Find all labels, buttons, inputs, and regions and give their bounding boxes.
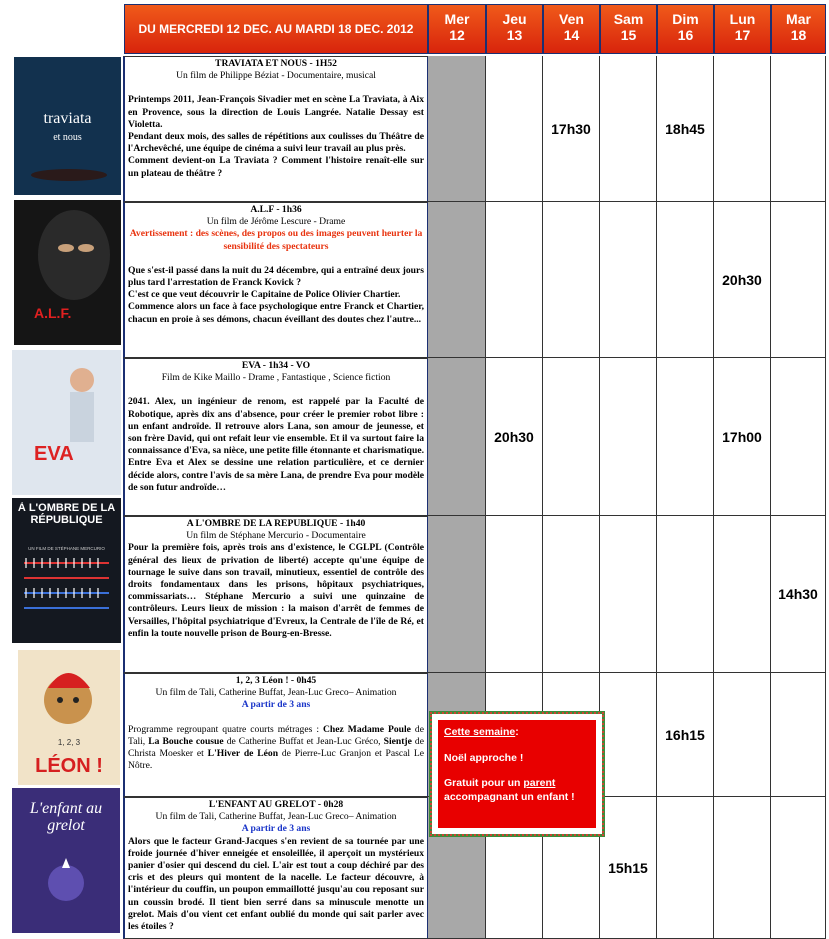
- day-number: 15: [620, 27, 637, 43]
- showtime-cell-dim: [657, 797, 714, 939]
- showtime-cell-dim: [657, 358, 714, 516]
- note-line2: [444, 777, 590, 804]
- showtime: 17h00: [722, 428, 762, 445]
- film-credit: Un film de Philippe Béziat - Documentaire, musical: [176, 70, 376, 82]
- showtime-cell-sam: [600, 202, 657, 358]
- film-description: [123, 673, 429, 797]
- showtime-cell-ven: [543, 202, 600, 358]
- film-age: A partir de 3 ans: [241, 699, 311, 711]
- synopsis-part: Sientje: [383, 735, 412, 747]
- film-poster: [18, 650, 120, 785]
- day-header-dim: [657, 4, 714, 54]
- day-header-ven: [543, 4, 600, 54]
- film-credit: Un film de Stéphane Mercurio - Documentaire: [186, 530, 366, 542]
- synopsis-part: de Tali,: [128, 723, 424, 747]
- synopsis-part: Programme regroupant quatre courts métrages :: [128, 723, 323, 735]
- day-number: 18: [790, 27, 807, 43]
- film-credit: Un film de Tali, Catherine Buffat, Jean-Luc Greco– Animation: [155, 811, 397, 823]
- day-header-mar: [771, 4, 826, 54]
- showtime-cell-mer: [428, 516, 486, 673]
- showtime-cell-dim: [657, 673, 714, 797]
- svg-text:EVA: EVA: [34, 443, 74, 465]
- showtime-cell-mar: [771, 673, 826, 797]
- showtime: 18h45: [665, 120, 705, 137]
- showtime: 17h30: [551, 120, 591, 137]
- showtime-cell-ven: [543, 516, 600, 673]
- film-title: EVA - 1h34 - VO: [241, 360, 311, 371]
- film-synopsis: 2041. Alex, un ingénieur de renom, est rappelé par la Faculté de Robotique, après dix ans d'absence, pour créer le premier robot libre : un enfant androïde. Il retrouve alors Lana, son amour de jeunesse, et son frère David, qui ont refait leur vie ensemble. Et il va surtout faire la connaissance d'Eva, sa nièce, une petite fille étonnante et charismatique. Entre Eva et Alex se dessine une relation particulière, et ce dernier décide alors, contre l'avis de sa mère Lana, de prendre Eva pour modèle de son futur androïde…: [128, 396, 424, 493]
- synopsis-part: de Catherine Buffat et Jean-Luc Gréco,: [223, 735, 384, 747]
- day-number: 13: [506, 27, 523, 43]
- svg-text:traviata: traviata: [43, 110, 92, 128]
- day-number: 12: [449, 27, 465, 43]
- showtime-cell-ven: [543, 56, 600, 202]
- note-heading: Cette semaine: [444, 726, 516, 738]
- showtime-cell-mar: [771, 797, 826, 939]
- film-description: [123, 56, 429, 202]
- film-title: 1, 2, 3 Léon ! - 0h45: [235, 675, 317, 686]
- showtime-cell-lun: [714, 673, 771, 797]
- note-line2-post: accompagnant un enfant !: [444, 790, 575, 803]
- showtime-cell-mer: [428, 202, 486, 358]
- film-poster: À L'OMBRE DE LA RÉPUBLIQUE UN FILM DE STÉPHANE MERCURIO: [12, 498, 121, 643]
- synopsis-part: de Pierre-Luc Granjon et Pascal Le Nôtre.: [128, 748, 425, 772]
- svg-text:UN FILM DE STÉPHANE MERCURIO: UN FILM DE STÉPHANE MERCURIO: [28, 546, 105, 551]
- showtime-cell-mar: [771, 358, 826, 516]
- showtime-cell-lun: [714, 516, 771, 673]
- film-description: [123, 202, 429, 358]
- showtime: 16h15: [665, 726, 705, 743]
- svg-text:A.L.F.: A.L.F.: [34, 305, 72, 321]
- showtime-cell-dim: [657, 56, 714, 202]
- day-header-jeu: [486, 4, 543, 54]
- showtime-cell-ven: [543, 358, 600, 516]
- film-poster: [12, 350, 121, 495]
- showtime: 20h30: [722, 271, 762, 288]
- day-name: Ven: [559, 11, 584, 27]
- synopsis-part: Chez Madame Poule: [323, 723, 411, 735]
- showtime-cell-sam: [600, 358, 657, 516]
- film-synopsis: [128, 724, 424, 773]
- showtime-cell-mar: [771, 56, 826, 202]
- film-warning: Avertissement : des scènes, des propos ou des images peuvent heurter la sensibilité des spectateurs: [129, 228, 423, 252]
- showtime-cell-lun: [714, 358, 771, 516]
- day-number: 16: [677, 27, 694, 43]
- day-name: Lun: [729, 11, 756, 27]
- showtime-cell-lun: [714, 202, 771, 358]
- note-line2-pre: Gratuit pour un: [444, 777, 524, 789]
- film-age: A partir de 3 ans: [241, 823, 311, 835]
- showtime-cell-dim: [657, 202, 714, 358]
- showtime-cell-mar: [771, 516, 826, 673]
- svg-text:1, 2, 3: 1, 2, 3: [57, 738, 81, 747]
- film-title: L'ENFANT AU GRELOT - 0h28: [208, 799, 344, 810]
- note-line2-link: parent: [523, 777, 556, 789]
- showtime-cell-mer: [428, 358, 486, 516]
- film-poster: [14, 57, 121, 195]
- film-description: [123, 516, 429, 673]
- day-number: 17: [734, 27, 751, 43]
- svg-text:LÉON !: LÉON !: [35, 755, 103, 777]
- film-poster: L'enfant au grelot: [12, 788, 120, 933]
- note-line1: Noël approche !: [444, 751, 524, 764]
- showtime-cell-jeu: [486, 516, 543, 673]
- showtime-cell-sam: [600, 673, 657, 797]
- showtime-cell-jeu: [486, 202, 543, 358]
- showtime-cell-jeu: [486, 358, 543, 516]
- note-colon: :: [515, 726, 519, 738]
- showtime: 14h30: [778, 586, 818, 602]
- film-title: A L'OMBRE DE LA REPUBLIQUE - 1h40: [186, 518, 366, 529]
- day-header-mer: [428, 4, 486, 54]
- film-credit: Un film de Jérôme Lescure - Drame: [206, 216, 346, 228]
- showtime-cell-sam: [600, 516, 657, 673]
- film-poster: [14, 200, 121, 345]
- film-description: [123, 797, 429, 939]
- showtime-cell-dim: [657, 516, 714, 673]
- synopsis-part: La Bouche cousue: [148, 735, 224, 747]
- day-name: Sam: [613, 11, 644, 27]
- schedule-header-title: [124, 4, 428, 54]
- synopsis-part: de Christa Moesker et: [128, 735, 424, 760]
- weekly-note-box: [432, 714, 602, 834]
- film-credit: Un film de Tali, Catherine Buffat, Jean-Luc Greco– Animation: [155, 687, 397, 699]
- showtime: 15h15: [608, 859, 648, 876]
- showtime: 20h30: [494, 428, 534, 445]
- film-title: TRAVIATA ET NOUS - 1H52: [215, 58, 337, 69]
- showtime-cell-sam: [600, 56, 657, 202]
- day-name: Mer: [444, 11, 470, 27]
- showtime-cell-jeu: [486, 56, 543, 202]
- film-synopsis: Pour la première fois, après trois ans d'existence, le CGLPL (Contrôle général des lieux de privation de liberté) accepte qu'une équipe de tournage le suive dans son travail, minutieux, essentiel de contrôle des droits fondamentaux dans les prisons, hôpitaux psychiatriques, commissariats… Stéphane Mercurio a suivi une quinzaine de contrôleurs. Leurs lieux de mission : la maison d'arrêt de femmes de Versailles, l'hôpital psychiatrique d'Evreux, la Centrale de l'île de Ré, et enfin la toute nouvelle prison de Bourg-en-Bresse.: [128, 542, 424, 639]
- day-name: Mar: [786, 11, 811, 27]
- showtime-cell-mer: [428, 56, 486, 202]
- film-credit: Film de Kike Maillo - Drame , Fantastique , Science fiction: [161, 372, 391, 384]
- day-number: 14: [563, 27, 580, 43]
- showtime-cell-mar: [771, 202, 826, 358]
- showtime-cell-lun: [714, 797, 771, 939]
- svg-text:et nous: et nous: [53, 131, 82, 143]
- film-title: A.L.F - 1h36: [250, 204, 302, 215]
- header-title-text: DU MERCREDI 12 DEC. AU MARDI 18 DEC. 2012: [138, 22, 414, 36]
- synopsis-part: L'Hiver de Léon: [207, 748, 279, 760]
- film-description: [123, 358, 429, 516]
- day-header-sam: [600, 4, 657, 54]
- day-header-lun: [714, 4, 771, 54]
- day-name: Dim: [672, 11, 699, 27]
- showtime-cell-lun: [714, 56, 771, 202]
- film-synopsis: Que s'est-il passé dans la nuit du 24 décembre, qui a entraîné deux jours plus tard l'arrestation de Franck Kovick ? C'est ce que veut découvrir le Capitaine de Police Olivier Chartier. Commence alors un face à face psychologique entre Franck et Chartier, chacun en proie à ses démons, chacun éveillant des doutes chez l'autre...: [128, 264, 424, 325]
- day-name: Jeu: [502, 11, 527, 27]
- showtime-cell-sam: [600, 797, 657, 939]
- film-synopsis: Printemps 2011, Jean-François Sivadier met en scène La Traviata, à Aix en Provence, sous la direction de Louis Langrée. Natalie Dessay est Violetta. Pendant deux mois, des salles de répétitions aux coulisses du Théâtre de l'Archevêché, une équipe de cinéma a suivi leur travail au plus près. Comment devient-on La Traviata ? Comment l'histoire renaît-elle sur un plateau de théâtre ?: [128, 94, 424, 179]
- film-synopsis: Alors que le facteur Grand-Jacques s'en revient de sa tournée par une froide journée d'hiver enneigée et ensoleillée, il aperçoit un mystérieux panier d'osier qui descend du ciel. L'air est tout a coup déchiré par des cris et des pleurs qui montent de la nacelle. Le facteur découvre, à l'intérieur du couffin, un poupon emmaillotté jusqu'au cou reposant sur un coussin brodé. Il tient bien serré dans sa minuscule menotte un grelot. Mais d'ou vient cet enfant oublié du monde qui sait parler avec les étoiles ?: [128, 835, 424, 933]
